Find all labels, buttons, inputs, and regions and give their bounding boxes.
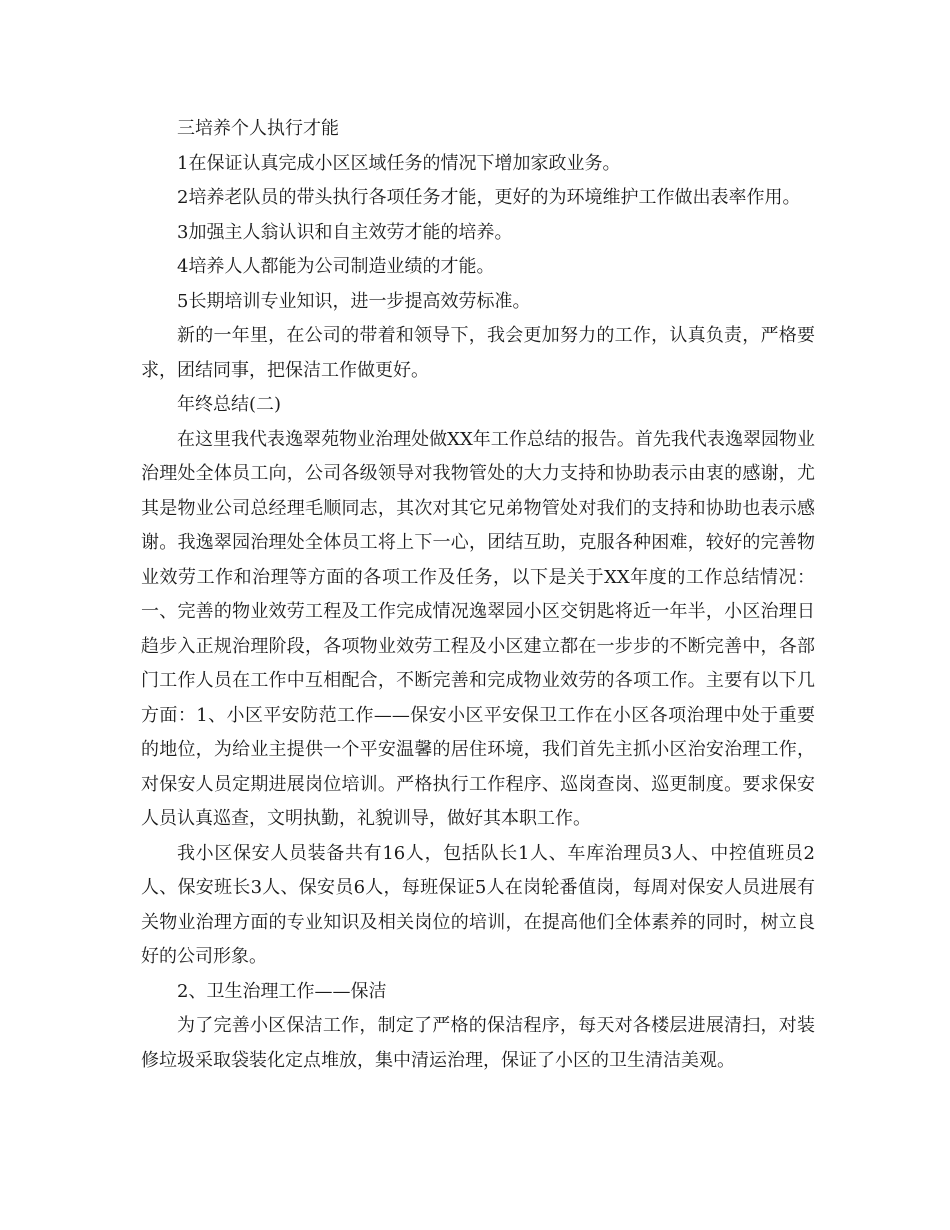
list-item-4: 4培养人人都能为公司制造业绩的才能。 xyxy=(177,256,495,277)
list-item-1: 1在保证认真完成小区区域任务的情况下增加家政业务。 xyxy=(177,152,621,174)
paragraph-report-intro: 在这里我代表逸翠苑物业治理处做XX年工作总结的报告。首先我代表逸翠园物业治理处全体员工向，公司各级领导对我物管处的大力支持和协助表示由衷的感谢，尤其是物业公司总经理毛顺同志，其次对其它兄弟物管处对我们的支持和协助也表示感谢。我逸翠园治理处全体员工将上下一心，团结互助，克服各种困难，较好的完善物业效劳工作和治理等方面的各项工作及任务，以下是关于XX年度的工作总结情况：一、完善的物业效劳工程及工作完成情况逸翠园小区交钥匙将近一年半，小区治理日趋步入正规治理阶段，各项物业效劳工程及小区建立都在一步步的不断完善中，各部门工作人员在工作中互相配合，不断完善和完成物业效劳的各项工作。主要有以下几方面：1、小区平安防范工作——保安小区平安保卫工作在小区各项治理中处于重要的地位，为给业主提供一个平安温馨的居住环境，我们首先主抓小区治安治理工作，对保安人员定期进展岗位培训。严格执行工作程序、巡岗查岗、巡更制度。要求保安人员认真巡查，文明执勤，礼貌训导，做好其本职工作。 xyxy=(141,428,815,829)
heading-sanitation: 2、卫生治理工作——保洁 xyxy=(177,980,387,1002)
paragraph-security-staff: 我小区保安人员装备共有16人，包括队长1人、车库治理员3人、中控值班员2人、保安班长3人、保安员6人，每班保证5人在岗轮番值岗，每周对保安人员进展有关物业治理方面的专业知识及相关岗位的培训，在提高他们全体素养的同时，树立良好的公司形象。 xyxy=(141,842,815,967)
document-body xyxy=(141,112,815,1078)
heading-cultivate-execution: 三培养个人执行才能 xyxy=(177,118,339,139)
list-item-2: 2培养老队员的带头执行各项任务才能，更好的为环境维护工作做出表率作用。 xyxy=(177,187,801,208)
list-item-5: 5长期培训专业知识，进一步提高效劳标准。 xyxy=(177,290,531,312)
section-title-summary-2: 年终总结(二) xyxy=(177,394,282,415)
paragraph-new-year: 新的一年里，在公司的带着和领导下，我会更加努力的工作，认真负责，严格要求，团结同事，把保洁工作做更好。 xyxy=(141,325,815,381)
list-item-3: 3加强主人翁认识和自主效劳才能的培养。 xyxy=(177,221,513,243)
paragraph-cleaning: 为了完善小区保洁工作，制定了严格的保洁程序，每天对各楼层进展清扫，对装修垃圾采取袋装化定点堆放，集中清运治理，保证了小区的卫生清洁美观。 xyxy=(141,1015,815,1071)
